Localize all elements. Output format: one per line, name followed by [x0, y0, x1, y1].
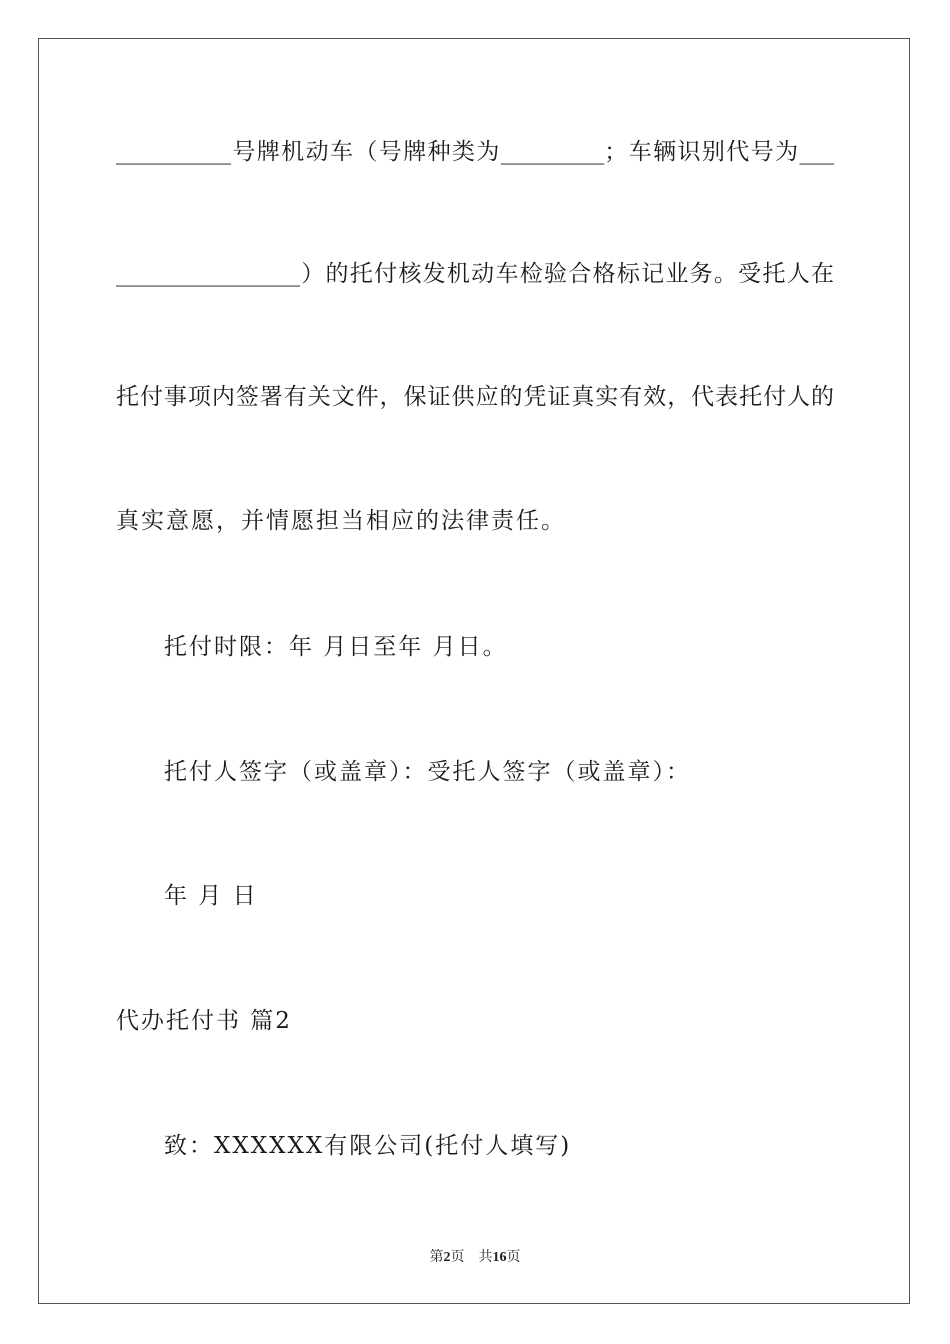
body-line-1: __________号牌机动车（号牌种类为_________；车辆识别代号为___ — [116, 139, 834, 165]
body-line-2: ________________）的托付核发机动车检验合格标记业务。受托人在 — [116, 261, 834, 287]
page-border — [38, 38, 910, 1304]
date-line: 年 月 日 — [164, 883, 258, 909]
footer-page-suffix: 页 — [450, 1250, 465, 1265]
body-line-4: 真实意愿，并情愿担当相应的法律责任。 — [116, 508, 566, 534]
footer-total-suffix: 页 — [506, 1250, 521, 1265]
page-footer — [0, 1246, 950, 1266]
footer-total-prefix: 共 — [478, 1250, 493, 1265]
footer-page-prefix: 第 — [429, 1250, 444, 1265]
body-line-3: 托付事项内签署有关文件，保证供应的凭证真实有效，代表托付人的 — [116, 384, 834, 410]
recipient-line: 致：XXXXXX有限公司(托付人填写) — [164, 1133, 572, 1159]
footer-page-current: 2 — [443, 1250, 451, 1265]
signature-line: 托付人签字（或盖章）：受托人签字（或盖章）： — [164, 759, 691, 785]
section-heading: 代办托付书 篇2 — [116, 1008, 292, 1034]
footer-page-total: 16 — [492, 1250, 507, 1265]
entrust-period-line: 托付时限：年 月日至年 月日。 — [164, 634, 508, 660]
